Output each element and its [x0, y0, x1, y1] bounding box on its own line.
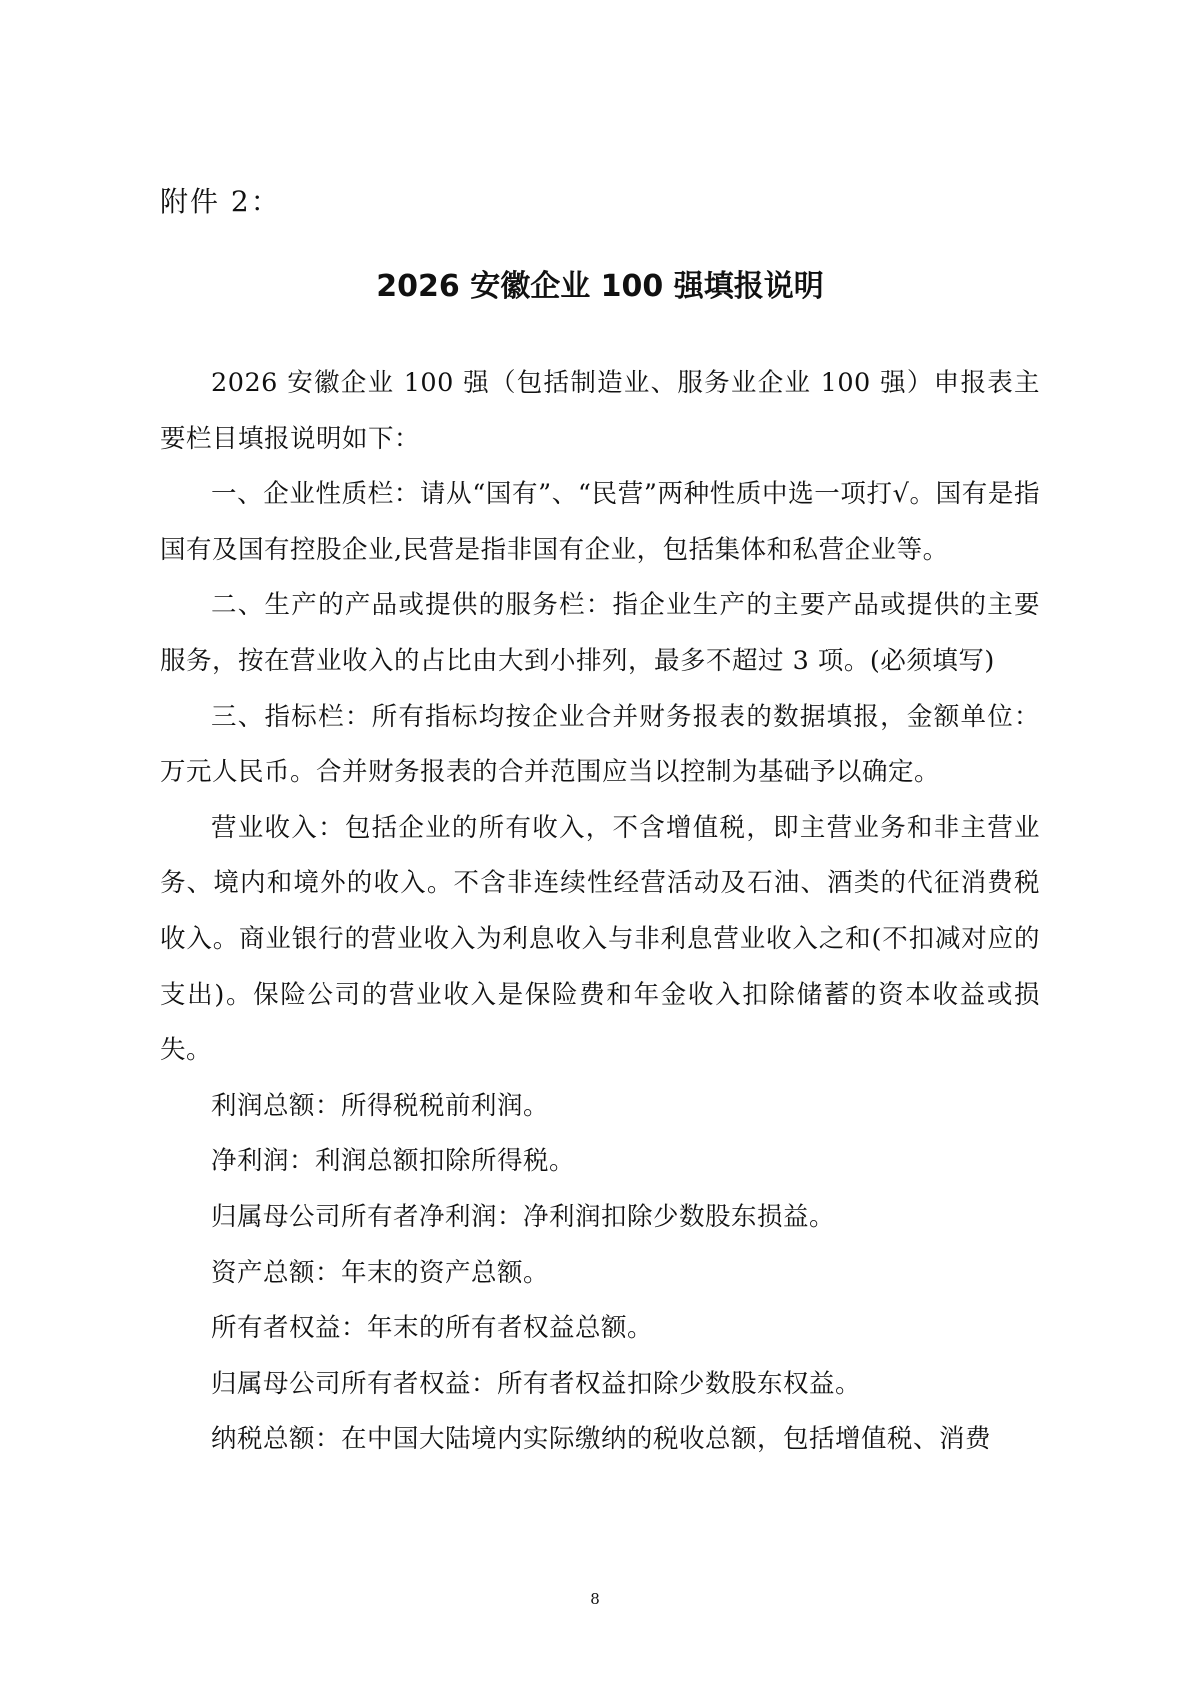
- page-number: 8: [590, 1590, 600, 1608]
- document-title: 2026 安徽企业 100 强填报说明: [376, 269, 824, 304]
- paragraph-net-profit: 净利润：利润总额扣除所得税。: [211, 1146, 576, 1177]
- paragraph-indicators: 三、指标栏：所有指标均按企业合并财务报表的数据填报，金额单位：万元人民币。合并财务报表的合并范围应当以控制为基础予以确定。: [160, 701, 1040, 788]
- paragraph-operating-revenue: 营业收入：包括企业的所有收入，不含增值税，即主营业务和非主营业务、境内和境外的收入。不含非连续性经营活动及石油、酒类的代征消费税收入。商业银行的营业收入为利息收入与非利息营业收入之和(不扣减对应的支出)。保险公司的营业收入是保险费和年金收入扣除储蓄的资本收益或损失。: [160, 812, 1040, 1066]
- intro-paragraph: 2026 安徽企业 100 强（包括制造业、服务业企业 100 强）申报表主要栏目填报说明如下：: [160, 368, 1040, 454]
- attachment-label: 附件 2：: [160, 185, 281, 218]
- paragraph-owner-equity: 所有者权益：年末的所有者权益总额。: [211, 1313, 654, 1344]
- paragraph-parent-net-profit: 归属母公司所有者净利润：净利润扣除少数股东损益。: [211, 1201, 836, 1232]
- document-body: [160, 356, 1040, 1468]
- paragraph-total-tax: 纳税总额：在中国大陆境内实际缴纳的税收总额，包括增值税、消费: [211, 1424, 992, 1455]
- paragraph-enterprise-nature: 一、企业性质栏：请从“国有”、“民营”两种性质中选一项打√。国有是指国有及国有控股企业,民营是指非国有企业，包括集体和私营企业等。: [160, 479, 1040, 565]
- paragraph-parent-owner-equity: 归属母公司所有者权益：所有者权益扣除少数股东权益。: [211, 1368, 862, 1399]
- paragraph-total-assets: 资产总额：年末的资产总额。: [211, 1257, 550, 1288]
- paragraph-products-services: 二、生产的产品或提供的服务栏：指企业生产的主要产品或提供的主要服务，按在营业收入的占比由大到小排列，最多不超过 3 项。(必须填写): [160, 590, 1040, 676]
- paragraph-total-profit: 利润总额：所得税税前利润。: [211, 1090, 550, 1121]
